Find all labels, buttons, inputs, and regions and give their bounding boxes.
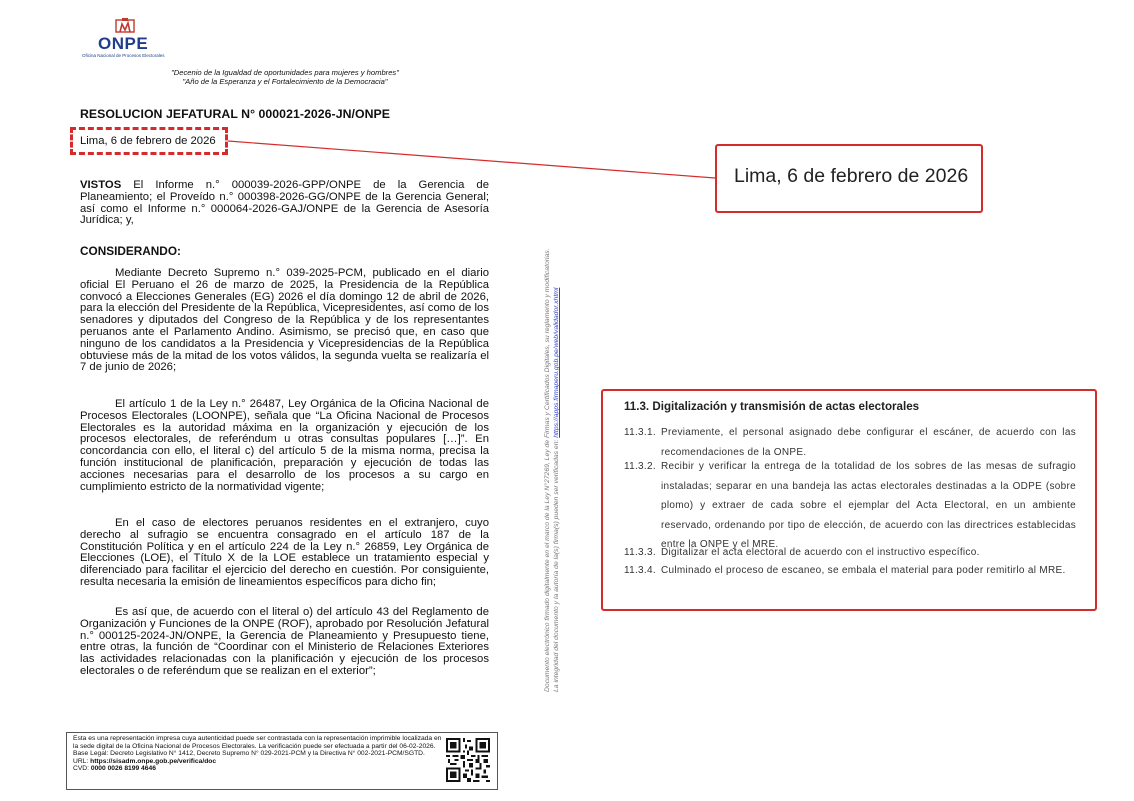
body-paragraph-4	[80, 607, 489, 678]
item-number: 11.3.1.	[624, 427, 656, 438]
item-number: 11.3.2.	[624, 461, 656, 472]
body-paragraph-1	[80, 268, 489, 374]
item-number: 11.3.3.	[624, 547, 656, 558]
verification-footer-text	[73, 735, 443, 773]
paragraph-text: En el caso de electores peruanos residentes en el extranjero, cuyo derecho al sufragio se encuentra consagrado en el artículo 187 de la Constitución Política y en el artículo 224 de la Ley n.° 26859, Ley Orgánica de Elecciones (LOE), el Título X de la LOE establece un tratamiento especial y diferenciado para facilitar el ejercicio del derecho en cuestión. Por consiguiente, resulta necesaria la emisión de lineamientos específicos para dicho fin;	[80, 517, 489, 588]
body-paragraph-3	[80, 518, 489, 589]
considerando-heading: CONSIDERANDO:	[80, 244, 181, 258]
item-number: 11.3.4.	[624, 565, 656, 576]
paragraph-text: Es así que, de acuerdo con el literal o) del artículo 43 del Reglamento de Organización y Funciones de la ONPE (ROF), aprobado por Resolución Jefatural n.° 000125-2024-JN/ONPE, la Gerencia de Planeamiento y Presupuesto tiene, entre otras, la función de “Coordinar con el Ministerio de Relaciones Exteriores las actividades relacionadas con la planificación y ejecución de los procesos electorales o de referéndum que se realizan en el exterior”;	[80, 606, 489, 677]
resolution-title: RESOLUCION JEFATURAL N° 000021-2026-JN/ONPE	[80, 107, 391, 121]
item-text: Recibir y verificar la entrega de la totalidad de los sobres de las mesas de sufragio instaladas; separar en una bandeja las actas electorales destinadas a la ODPE (sobre plomo) y extraer de cada sobre el ejemplar del Acta Electoral, en un ambiente reservado, ordenando por tipo de elección, de acuerdo con las directrices establecidas entre la ONPE y el MRE.	[661, 461, 1076, 550]
footer-url-label: URL:	[73, 757, 91, 765]
paragraph-text: El artículo 1 de la Ley n.° 26487, Ley Orgánica de la Oficina Nacional de Procesos Electorales (LOONPE), señala que “La Oficina Nacional de Procesos Electorales es la autoridad máxima en la organización y ejecución de los procesos electorales, de referéndum u otras consultas populares […]”. En concordancia con ello, el literal c) del artículo 5 de la misma norma, precisa la función institucional de planificación, preparación y ejecución de todas las acciones necesarias para el desarrollo de los procesos a su cargo en cumplimiento estricto de la normatividad vigente;	[80, 398, 489, 493]
footer-cvd-line	[73, 765, 443, 773]
item-text: Digitalizar el acta electoral de acuerdo con el instructivo específico.	[661, 547, 980, 558]
footer-url-line	[73, 758, 443, 766]
body-paragraph-2	[80, 399, 489, 493]
footer-cvd-label: CVD:	[73, 765, 91, 772]
excerpt-section-title: 11.3. Digitalización y transmisión de actas electorales	[624, 400, 920, 413]
logo-wordmark: ONPE	[98, 34, 149, 53]
logo-subtitle: Oficina Nacional de Procesos Electorales	[82, 53, 165, 58]
footer-url[interactable]: https://sisadm.onpe.gob.pe/verifica/doc	[90, 757, 217, 765]
excerpt-item-11-3-3	[624, 543, 1076, 563]
footer-legal-text: Esta es una representación impresa cuya autenticidad puede ser contrastada con la representación imprimible localizada en la sede digital de la Oficina Nacional de Procesos Electorales. La verificación puede ser efectuada a partir del 06-02-2026. Base Legal: Decreto Legislativo N° 1412, Decreto Supremo N° 029-2021-PCM y la Directiva N° 002-2021-PCM/SGTD.	[73, 735, 442, 757]
excerpt-item-11-3-2	[624, 457, 1076, 555]
paragraph-text: Mediante Decreto Supremo n.° 039-2025-PCM, publicado en el diario oficial El Peruano el 26 de marzo de 2025, la Presidencia de la República convocó a Elecciones Generales (EG) 2026 el día domingo 12 de abril de 2026, para la elección del Presidente de la República, Vicepresidentes, así como de los senadores y diputados del Congreso de la República y de los representantes peruanos ante el Parlamento Andino. Asimismo, se precisó que, en caso que ninguno de los candidatos a la Presidencia y Vicepresidencias de la República obtuviese más de la mitad de los votos válidos, la segunda vuelta se realizaría el 7 de junio de 2026;	[80, 267, 489, 374]
validator-link[interactable]: https://apps.firmaperu.gob.pe/web/validador.xhtml	[553, 287, 560, 438]
item-text: Culminado el proceso de escaneo, se embala el material para poder remitirlo al MRE.	[661, 565, 1066, 576]
vistos-text: El Informe n.° 000039-2026-GPP/ONPE de la Gerencia de Planeamiento; el Proveído n.° 000398-2026-GG/ONPE de la Gerencia General; así como el Informe n.° 000064-2026-GAJ/ONPE de la Gerencia de Asesoría Jurídica; y,	[80, 179, 489, 227]
vistos-label: VISTOS	[80, 179, 122, 191]
excerpt-item-11-3-4	[624, 561, 1076, 581]
decenio-line-2: "Año de la Esperanza y el Fortalecimiento de la Democracia"	[182, 77, 388, 86]
decenio-header	[150, 68, 420, 86]
item-text: Previamente, el personal asignado debe configurar el escáner, de acuerdo con las recomendaciones de la ONPE.	[661, 427, 1076, 458]
signature-note-line-1: Documento electrónico firmado digitalmente en el marco de la Ley N°27269, Ley de Firmas y Certificados Digitales, su reglamento y modificatorias.	[544, 248, 551, 692]
qr-code-icon	[446, 738, 490, 782]
document-date: Lima, 6 de febrero de 2026	[80, 135, 216, 147]
footer-cvd: 0000 0026 8199 4646	[90, 765, 156, 772]
zoom-callout-date: Lima, 6 de febrero de 2026	[734, 165, 969, 187]
signature-note-line-2	[552, 252, 561, 692]
digital-signature-note	[543, 248, 561, 692]
vistos-paragraph	[80, 180, 489, 227]
decenio-line-1: "Decenio de la Igualdad de oportunidades para mujeres y hombres"	[171, 68, 399, 77]
signature-note-prefix: La integridad del documento y la autoría de la(s) firma(s) pueden ser verificadas en:	[553, 437, 560, 692]
